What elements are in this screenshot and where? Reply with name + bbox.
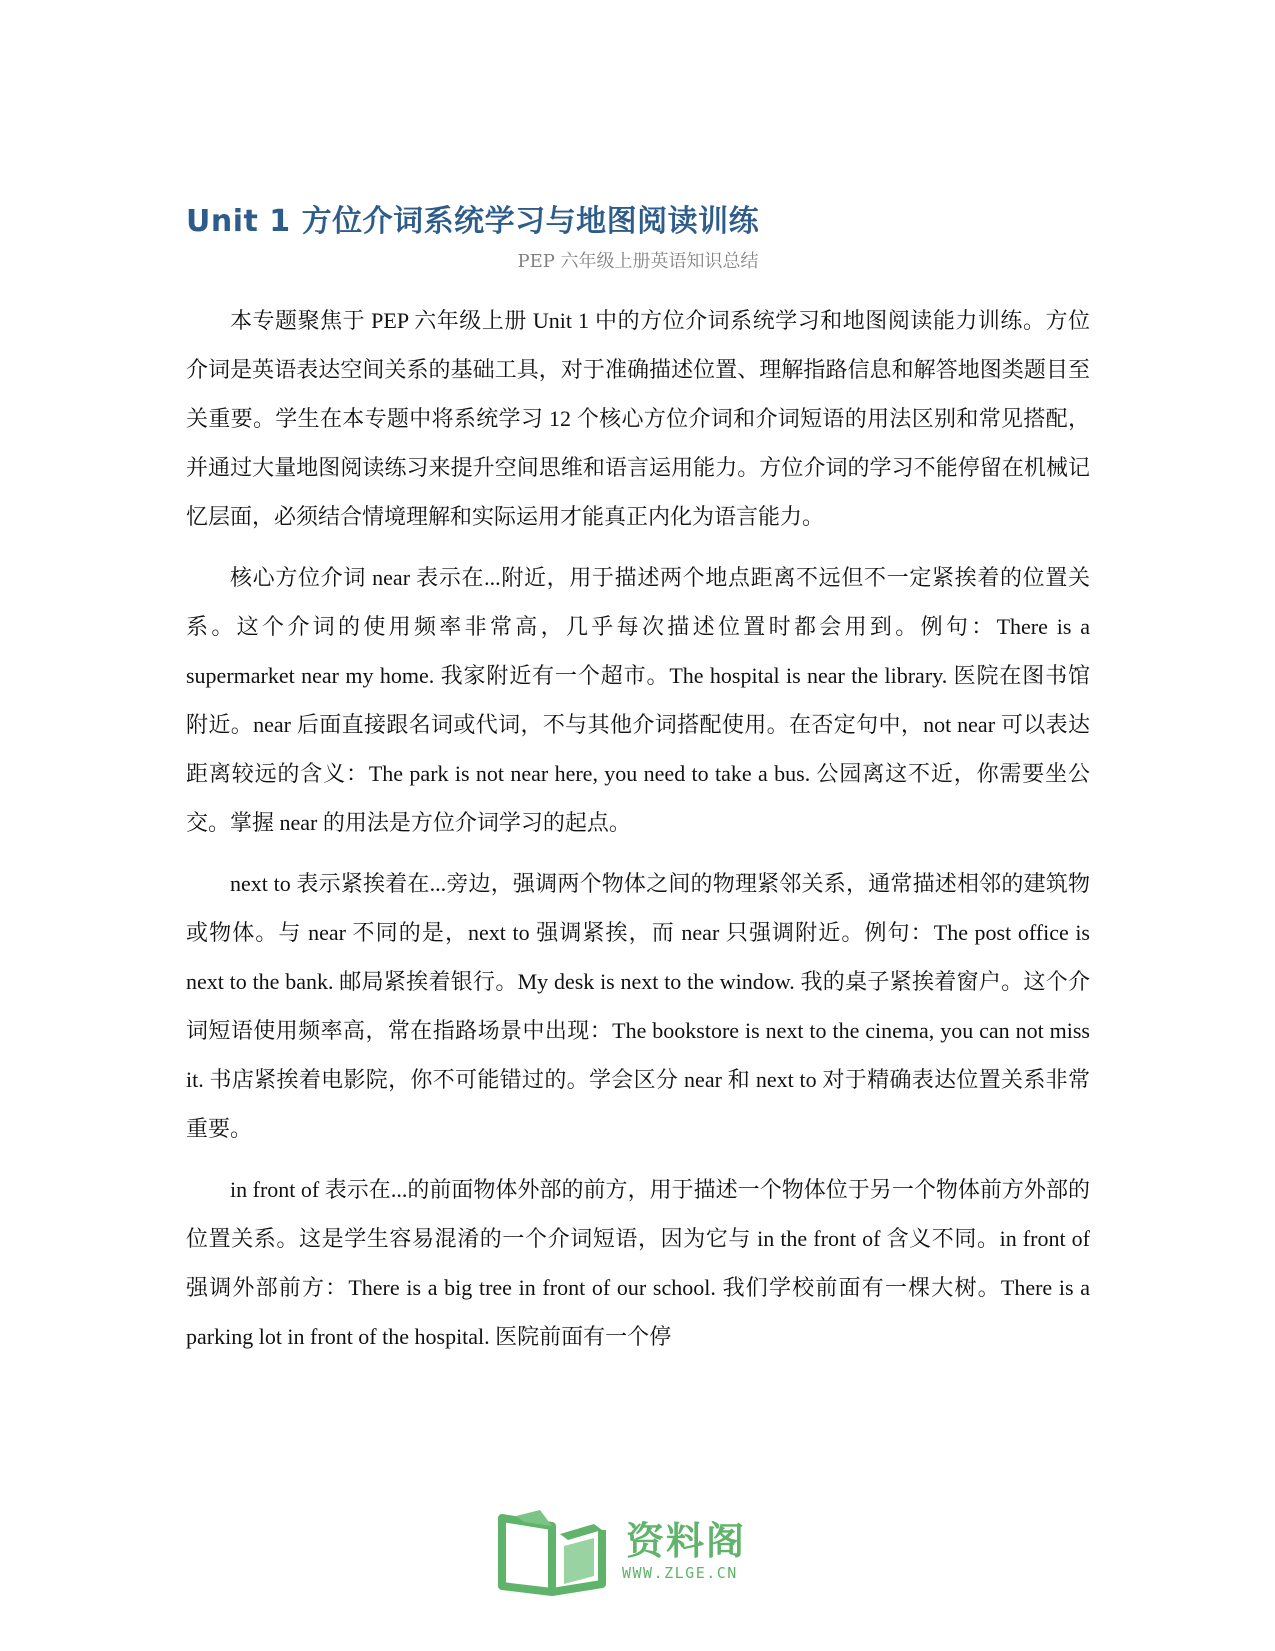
paragraph: next to 表示紧挨着在...旁边，强调两个物体之间的物理紧邻关系，通常描述相邻的建筑物或物体。与 near 不同的是，next to 强调紧挨，而 near 只强调附近。例句：The post office is next to the bank. 邮局紧挨着银行。My desk is next to the window. 我的桌子紧挨着窗户。这个介词短语使用频率高，常在指路场景中出现：The bookstore is next to the cinema, you can not miss it. 书店紧挨着电影院，你不可能错过的。学会区分 near 和 next to 对于精确表达位置关系非常重要。 — [186, 871, 1090, 1141]
site-logo — [494, 1502, 784, 1598]
document-body — [186, 296, 1090, 1361]
paragraph: 核心方位介词 near 表示在...附近，用于描述两个地点距离不远但不一定紧挨着的位置关系。这个介词的使用频率非常高，几乎每次描述位置时都会用到。例句：There is a supermarket near my home. 我家附近有一个超市。The hospital is near the library. 医院在图书馆附近。near 后面直接跟名词或代词，不与其他介词搭配使用。在否定句中，not near 可以表达距离较远的含义：The park is not near here, you need to take a bus. 公园离这不近，你需要坐公交。掌握 near 的用法是方位介词学习的起点。 — [186, 565, 1090, 835]
document-title: Unit 1 方位介词系统学习与地图阅读训练 — [186, 204, 760, 239]
paragraph: 本专题聚焦于 PEP 六年级上册 Unit 1 中的方位介词系统学习和地图阅读能力训练。方位介词是英语表达空间关系的基础工具，对于准确描述位置、理解指路信息和解答地图类题目至关重要。学生在本专题中将系统学习 12 个核心方位介词和介词短语的用法区别和常见搭配，并通过大量地图阅读练习来提升空间思维和语言运用能力。方位介词的学习不能停留在机械记忆层面，必须结合情境理解和实际运用才能真正内化为语言能力。 — [186, 308, 1090, 529]
paragraph: in front of 表示在...的前面物体外部的前方，用于描述一个物体位于另一个物体前方外部的位置关系。这是学生容易混淆的一个介词短语，因为它与 in the front of 含义不同。in front of 强调外部前方：There is a big tree in front of our school. 我们学校前面有一棵大树。There is a parking lot in front of the hospital. 医院前面有一个停 — [186, 1177, 1090, 1349]
logo-name: 资料阁 — [626, 1519, 747, 1563]
logo-url: WWW.ZLGE.CN — [622, 1564, 738, 1582]
document-subtitle: PEP 六年级上册英语知识总结 — [517, 251, 759, 272]
document-content — [186, 200, 1090, 1361]
book-icon — [494, 1506, 614, 1596]
